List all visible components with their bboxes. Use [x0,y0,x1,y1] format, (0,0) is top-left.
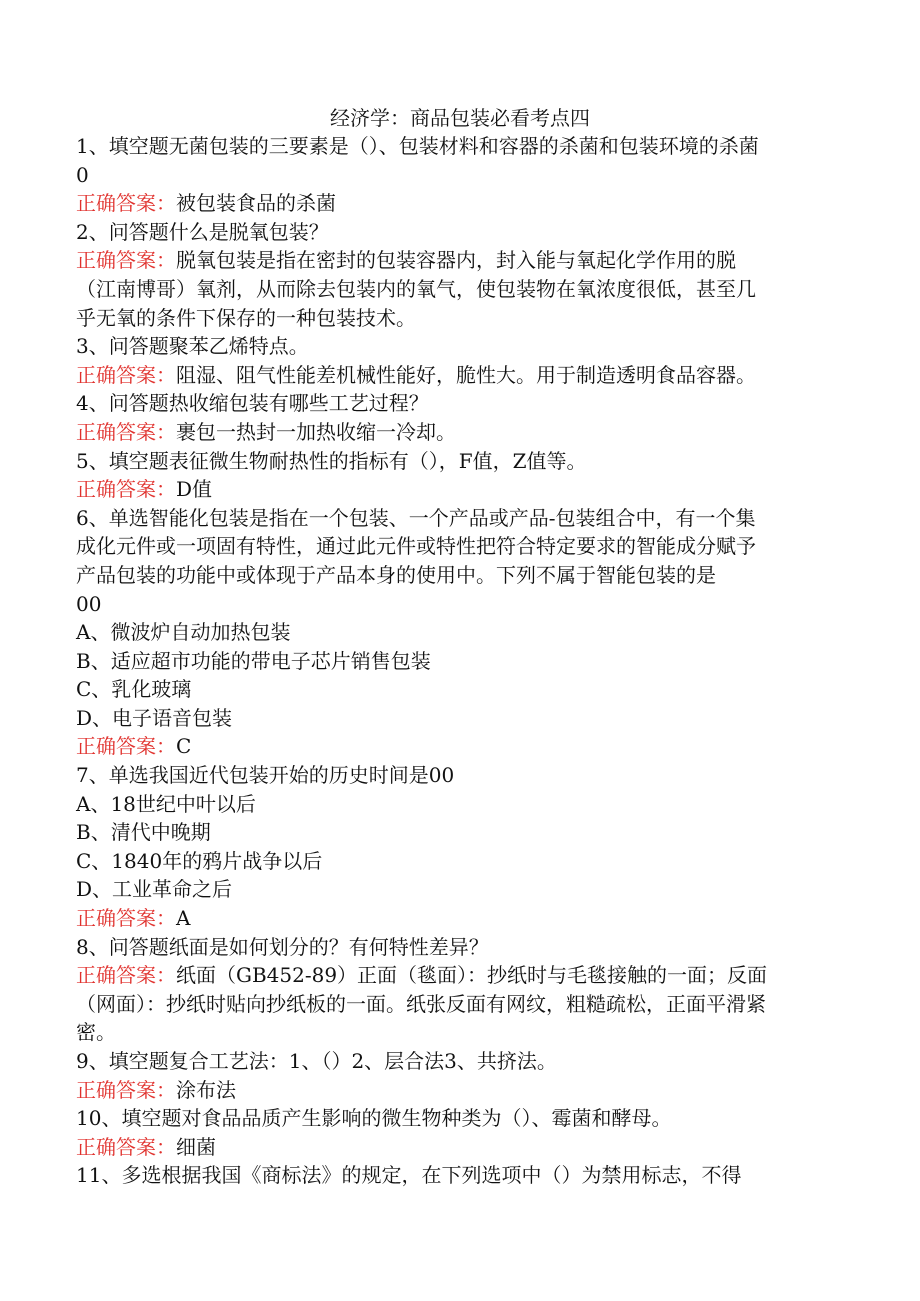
answer-label: 正确答案： [76,248,176,273]
question-line: 0 [76,162,89,187]
page-title: 经济学：商品包装必看考点四 [330,106,590,130]
question-line: 3、问答题聚苯乙烯特点。 [76,334,309,359]
answer-text: A [176,906,191,931]
question-line: C、乳化玻璃 [76,677,192,702]
answer-line [76,475,846,504]
answer-text: 纸面（GB452-89）正面（毯面）：抄纸时与毛毯接触的一面；反面 [176,963,768,988]
answer-text: D值 [176,477,213,502]
answer-label: 正确答案： [76,1134,176,1159]
question-line: 10、填空题对食品品质产生影响的微生物种类为（）、霉菌和酵母。 [76,1106,672,1131]
answer-text: 细菌 [176,1134,216,1159]
answer-line [76,904,846,933]
question-line: （江南博哥）氧剂，从而除去包装内的氧气，使包装物在氧浓度很低，甚至几 [76,276,756,301]
question-line: A、微波炉自动加热包装 [76,620,291,645]
answer-label: 正确答案： [76,362,176,387]
question-line: 7、单选我国近代包装开始的历史时间是00 [76,763,455,788]
answer-label: 正确答案： [76,1077,176,1102]
answer-text: 裹包一热封一加热收缩一冷却。 [176,419,456,444]
question-line: C、1840年的鸦片战争以后 [76,848,323,873]
answer-label: 正确答案： [76,191,176,216]
answer-text: 涂布法 [176,1077,236,1102]
answer-label: 正确答案： [76,477,176,502]
question-line: 1、填空题无菌包装的三要素是（）、包装材料和容器的杀菌和包装环境的杀菌 [76,134,759,158]
answer-text: 阻湿、阻气性能差机械性能好，脆性大。用于制造透明食品容器。 [176,362,756,387]
answer-line [76,961,846,990]
answer-label: 正确答案： [76,419,176,444]
question-line: 产品包装的功能中或体现于产品本身的使用中。下列不属于智能包装的是 [76,562,716,587]
answer-label: 正确答案： [76,963,176,988]
answer-text: C [176,734,192,759]
answer-line [76,732,846,761]
answer-line [76,246,846,275]
question-line: 6、单选智能化包装是指在一个包装、一个产品或产品-包装组合中，有一个集 [76,505,756,530]
answer-line [76,361,846,390]
document-body [76,132,846,1190]
answer-label: 正确答案： [76,734,176,759]
question-line: 00 [76,591,102,616]
question-line: B、清代中晚期 [76,820,211,845]
question-line: （网面）：抄纸时贴向抄纸板的一面。纸张反面有网纹，粗糙疏松，正面平滑紧 [76,991,766,1016]
question-line: A、18世纪中叶以后 [76,791,256,816]
question-line: 9、填空题复合工艺法：1、（）2、层合法3、共挤法。 [76,1049,557,1073]
question-line: 4、问答题热收缩包装有哪些工艺过程？ [76,391,429,416]
answer-line [76,1133,846,1162]
answer-label: 正确答案： [76,906,176,931]
question-line: D、电子语音包装 [76,705,233,730]
answer-text: 脱氧包装是指在密封的包装容器内，封入能与氧起化学作用的脱 [176,248,736,273]
question-line: 成化元件或一项固有特性，通过此元件或特性把符合特定要求的智能成分赋予 [76,534,756,559]
question-line: 5、填空题表征微生物耐热性的指标有（），F值，Z值等。 [76,448,587,473]
answer-text: 被包装食品的杀菌 [176,191,336,216]
question-line: D、工业革命之后 [76,877,233,902]
answer-line [76,1076,846,1105]
question-line: 2、问答题什么是脱氧包装？ [76,219,329,244]
question-line: 乎无氧的条件下保存的一种包装技术。 [76,305,416,330]
question-line: 密。 [76,1020,116,1045]
answer-line [76,189,846,218]
question-line: 11、多选根据我国《商标法》的规定，在下列选项中（）为禁用标志，不得 [76,1163,742,1188]
answer-line [76,418,846,447]
question-line: B、适应超市功能的带电子芯片销售包装 [76,648,431,673]
question-line: 8、问答题纸面是如何划分的？有何特性差异？ [76,934,489,959]
